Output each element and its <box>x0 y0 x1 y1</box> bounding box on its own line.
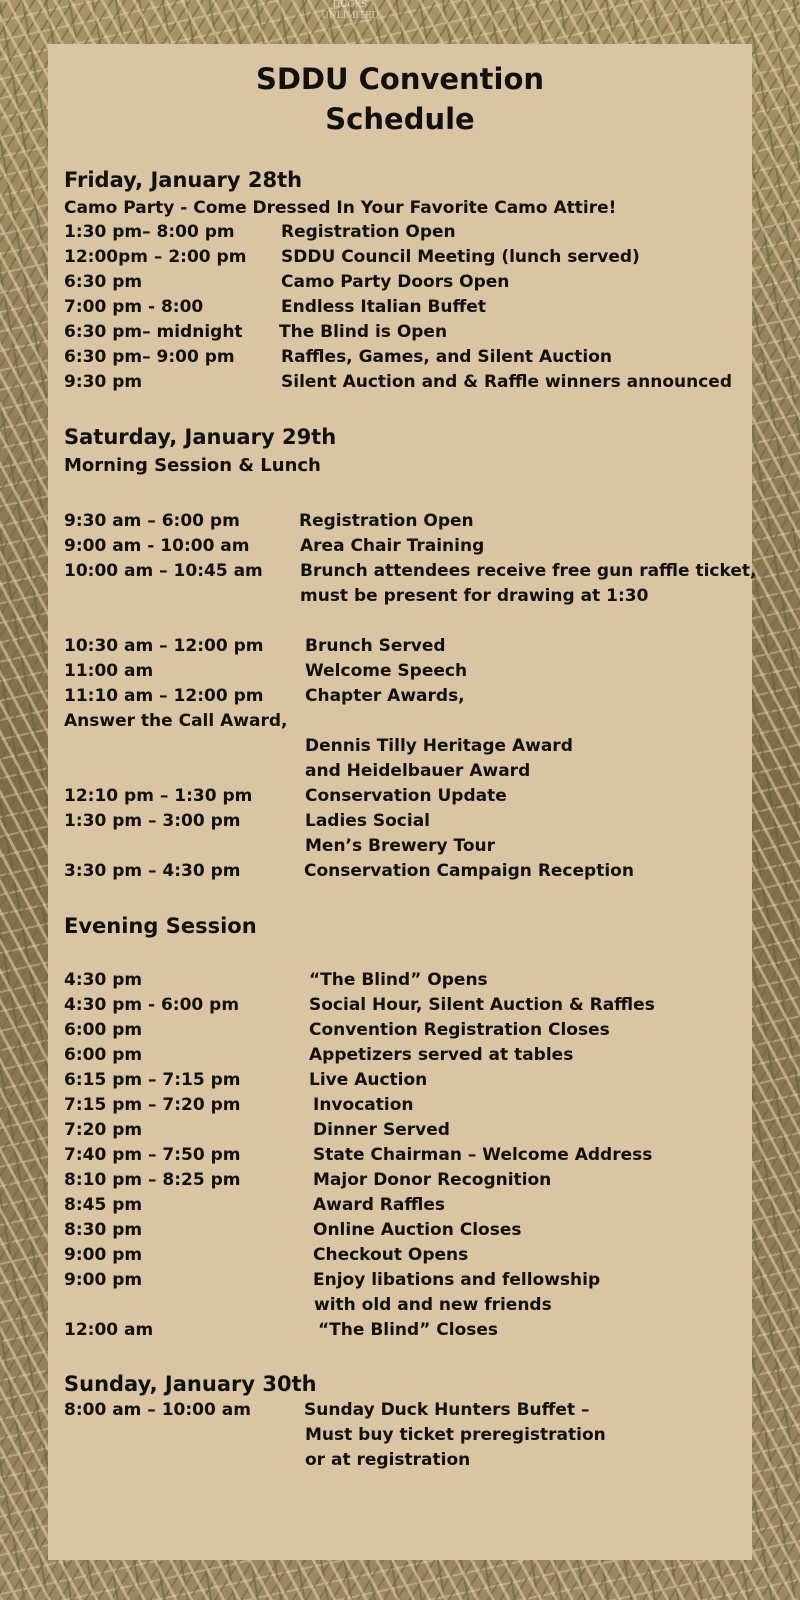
row-description: Men’s Brewery Tour <box>305 836 496 856</box>
schedule-row <box>64 1170 750 1195</box>
row-time: 9:00 pm <box>64 1270 143 1290</box>
evening-heading: Evening Session <box>64 914 257 938</box>
schedule-row <box>64 1120 750 1145</box>
row-time: 9:00 pm <box>64 1245 143 1265</box>
row-description: Conservation Campaign Reception <box>304 861 634 881</box>
row-description: Must buy ticket preregistration <box>305 1425 606 1445</box>
row-time: 6:00 pm <box>64 1045 143 1065</box>
schedule-row-continued <box>64 1295 750 1320</box>
row-description: Brunch attendees receive free gun raffle ticket, <box>300 561 757 581</box>
sunday-heading: Sunday, January 30th <box>64 1372 317 1396</box>
schedule-row <box>64 536 750 561</box>
row-description: The Blind is Open <box>279 322 448 342</box>
row-description: Award Raffles <box>313 1195 445 1215</box>
row-time: 4:30 pm <box>64 970 143 990</box>
row-description: Ladies Social <box>305 811 430 831</box>
row-description: Raffles, Games, and Silent Auction <box>281 347 613 367</box>
row-time: 6:15 pm – 7:15 pm <box>64 1070 241 1090</box>
row-time: 7:00 pm - 8:00 <box>64 297 204 317</box>
row-time: 7:40 pm – 7:50 pm <box>64 1145 241 1165</box>
row-description: Endless Italian Buffet <box>281 297 486 317</box>
row-description: Live Auction <box>309 1070 428 1090</box>
row-time: 4:30 pm - 6:00 pm <box>64 995 240 1015</box>
row-description: Welcome Speech <box>305 661 468 681</box>
row-time: 12:10 pm – 1:30 pm <box>64 786 253 806</box>
schedule-row <box>64 636 750 661</box>
row-description: and Heidelbauer Award <box>305 761 531 781</box>
schedule-row <box>64 1320 750 1345</box>
row-description: must be present for drawing at 1:30 <box>300 586 649 606</box>
row-time: 8:00 am – 10:00 am <box>64 1400 251 1420</box>
schedule-row <box>64 995 750 1020</box>
schedule-row <box>64 222 750 247</box>
row-left-continued: Answer the Call Award, <box>64 711 288 731</box>
schedule-row-continued <box>64 586 750 611</box>
row-description: or at registration <box>305 1450 471 1470</box>
row-description: Dennis Tilly Heritage Award <box>305 736 573 756</box>
row-time: 7:15 pm – 7:20 pm <box>64 1095 241 1115</box>
schedule-row <box>64 322 750 347</box>
row-description: Sunday Duck Hunters Buffet – <box>304 1400 590 1420</box>
row-time: 8:10 pm – 8:25 pm <box>64 1170 241 1190</box>
row-time: 1:30 pm – 3:00 pm <box>64 811 241 831</box>
page-title-line2: Schedule <box>325 102 475 136</box>
schedule-row <box>64 786 750 811</box>
row-time: 1:30 pm– 8:00 pm <box>64 222 235 242</box>
row-description: Invocation <box>313 1095 414 1115</box>
row-time: 11:10 am – 12:00 pm <box>64 686 264 706</box>
schedule-row <box>64 272 750 297</box>
row-time: 6:00 pm <box>64 1020 143 1040</box>
row-description: SDDU Council Meeting (lunch served) <box>281 247 640 267</box>
schedule-row <box>64 1220 750 1245</box>
row-time: 12:00pm – 2:00 pm <box>64 247 247 267</box>
schedule-row <box>64 511 750 536</box>
row-description: Appetizers served at tables <box>309 1045 574 1065</box>
row-time: 6:30 pm– midnight <box>64 322 243 342</box>
schedule-row <box>64 661 750 686</box>
row-description: Major Donor Recognition <box>313 1170 552 1190</box>
row-description: Silent Auction and & Raffle winners announced <box>281 372 732 392</box>
schedule-row-continued <box>64 1450 750 1475</box>
row-description: Registration Open <box>299 511 474 531</box>
schedule-row-continued <box>64 711 750 736</box>
row-description: Dinner Served <box>313 1120 450 1140</box>
row-time: 11:00 am <box>64 661 154 681</box>
schedule-row <box>64 372 750 397</box>
row-time: 9:30 am – 6:00 pm <box>64 511 240 531</box>
schedule-row <box>64 247 750 272</box>
schedule-row <box>64 1070 750 1095</box>
row-time: 9:30 pm <box>64 372 143 392</box>
schedule-row <box>64 1095 750 1120</box>
saturday-heading: Saturday, January 29th <box>64 425 337 449</box>
row-description: State Chairman – Welcome Address <box>313 1145 653 1165</box>
row-description: Checkout Opens <box>313 1245 469 1265</box>
row-time: 3:30 pm – 4:30 pm <box>64 861 241 881</box>
row-time: 10:30 am – 12:00 pm <box>64 636 264 656</box>
row-description: Enjoy libations and fellowship <box>313 1270 601 1290</box>
row-time: 9:00 am - 10:00 am <box>64 536 250 556</box>
row-description: Registration Open <box>281 222 456 242</box>
schedule-row <box>64 1270 750 1295</box>
friday-subtitle: Camo Party - Come Dressed In Your Favorite Camo Attire! <box>64 198 617 218</box>
row-description: “The Blind” Closes <box>318 1320 499 1340</box>
row-time: 6:30 pm <box>64 272 143 292</box>
schedule-row <box>64 1020 750 1045</box>
schedule-row <box>64 1195 750 1220</box>
schedule-row <box>64 686 750 711</box>
page-title-line1: SDDU Convention <box>255 62 545 96</box>
ducks-unlimited-watermark: DUCKS UNLIMITED <box>321 0 379 21</box>
schedule-row <box>64 861 750 886</box>
schedule-row <box>64 1245 750 1270</box>
saturday-subtitle: Morning Session & Lunch <box>64 455 321 476</box>
row-description: Area Chair Training <box>300 536 485 556</box>
row-description: Brunch Served <box>305 636 446 656</box>
friday-heading: Friday, January 28th <box>64 168 303 192</box>
schedule-row-continued <box>64 836 750 861</box>
schedule-panel <box>48 44 757 1560</box>
row-time: 7:20 pm <box>64 1120 143 1140</box>
schedule-row <box>64 297 750 322</box>
schedule-row <box>64 811 750 836</box>
row-time: 10:00 am – 10:45 am <box>64 561 263 581</box>
schedule-row <box>64 970 750 995</box>
row-description: with old and new friends <box>314 1295 552 1315</box>
row-description: Conservation Update <box>305 786 507 806</box>
row-description: Convention Registration Closes <box>309 1020 610 1040</box>
row-description: Social Hour, Silent Auction & Raffles <box>309 995 655 1015</box>
schedule-row <box>64 561 757 586</box>
schedule-row <box>64 1045 750 1070</box>
row-time: 8:30 pm <box>64 1220 143 1240</box>
row-time: 6:30 pm– 9:00 pm <box>64 347 235 367</box>
row-time: 8:45 pm <box>64 1195 143 1215</box>
row-description: Camo Party Doors Open <box>281 272 510 292</box>
schedule-row-continued <box>64 1425 750 1450</box>
row-time: 12:00 am <box>64 1320 154 1340</box>
row-description: “The Blind” Opens <box>309 970 488 990</box>
schedule-row <box>64 1145 750 1170</box>
schedule-row <box>64 1400 750 1425</box>
schedule-row-continued <box>64 736 750 761</box>
schedule-row-continued <box>64 761 750 786</box>
row-description: Online Auction Closes <box>313 1220 522 1240</box>
schedule-row <box>64 347 750 372</box>
row-description: Chapter Awards, <box>305 686 465 706</box>
